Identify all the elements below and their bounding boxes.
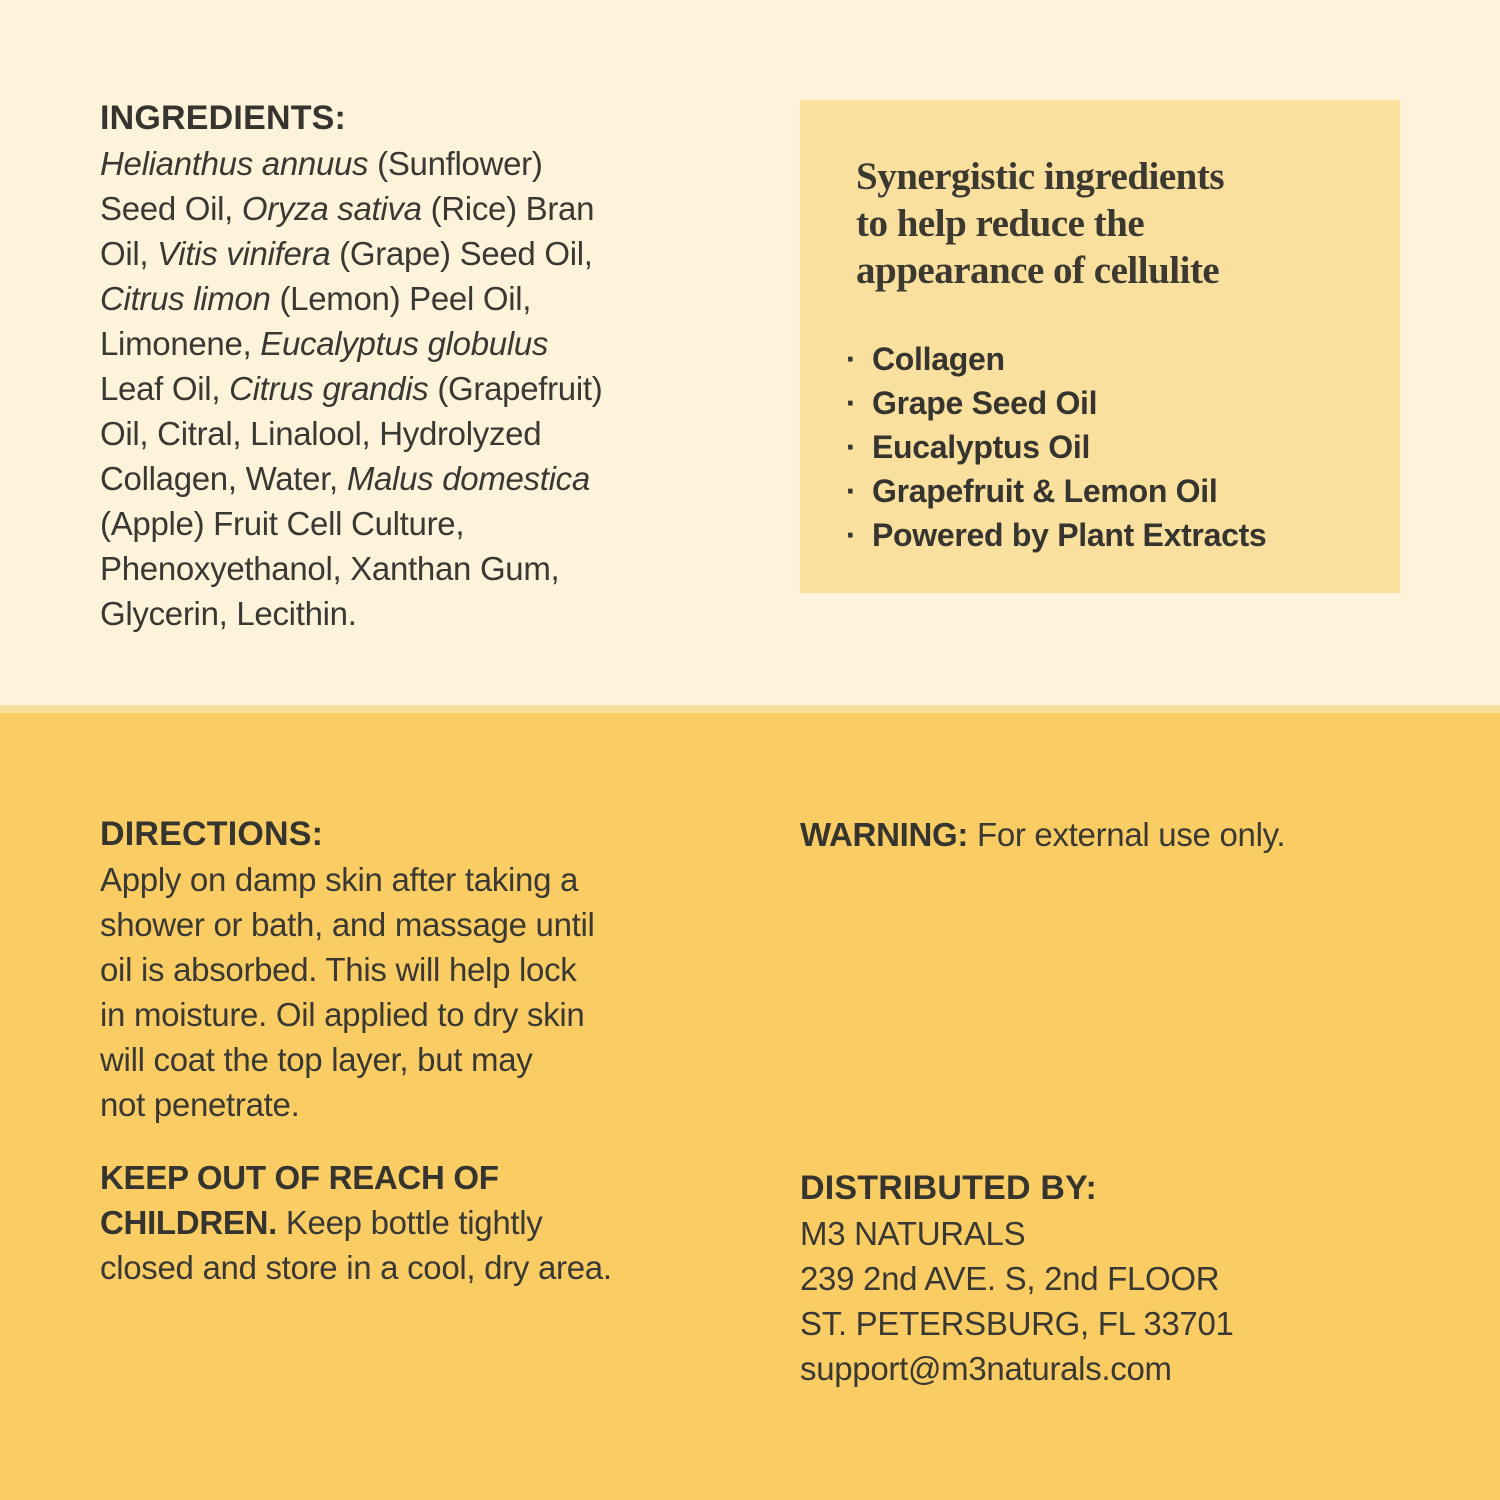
divider-strip [0,705,1500,713]
text-segment: Citrus grandis [229,370,429,407]
synergy-item-label: Grape Seed Oil [872,385,1098,421]
text-line [856,247,1370,294]
synergy-list-item [845,513,1370,557]
text-segment: CHILDREN. [100,1204,277,1241]
text-line [800,1256,1460,1301]
text-line [100,947,760,992]
text-line [800,1301,1460,1346]
text-line [100,231,740,276]
synergy-list-item [845,337,1370,381]
text-line [100,1245,780,1290]
text-line [100,1200,780,1245]
text-segment: (Rice) Bran [421,190,595,227]
text-segment: M3 NATURALS [800,1215,1026,1252]
distributed-by-section [800,1166,1460,1391]
text-line [800,812,1460,857]
text-segment: will coat the top layer, but may [100,1041,533,1078]
text-segment: (Grape) Seed Oil, [330,235,593,272]
warning-section [800,812,1460,857]
text-line [100,501,740,546]
text-line [100,857,760,902]
text-line [100,1082,760,1127]
text-line [100,591,740,636]
text-segment: in moisture. Oil applied to dry skin [100,996,585,1033]
text-segment: Oil, [100,235,158,272]
text-segment: closed and store in a cool, dry area. [100,1249,612,1286]
bullet-icon: · [845,473,857,509]
text-segment: KEEP OUT OF REACH OF [100,1159,499,1196]
text-segment: (Apple) Fruit Cell Culture, [100,505,465,542]
synergy-heading [856,153,1370,294]
text-line [800,1346,1460,1391]
synergy-list-item [845,425,1370,469]
text-segment: oil is absorbed. This will help lock [100,951,577,988]
text-line [856,200,1370,247]
distributed-by-text [800,1211,1460,1391]
text-segment: Phenoxyethanol, Xanthan Gum, [100,550,560,587]
synergy-item-label: Grapefruit & Lemon Oil [872,473,1218,509]
keep-out-of-reach-section [100,1155,780,1290]
directions-text [100,857,760,1127]
text-line [100,186,740,231]
text-segment: Leaf Oil, [100,370,230,407]
text-segment: Citrus limon [100,280,271,317]
bullet-icon: · [845,517,857,553]
text-line [100,992,760,1037]
synergy-item-label: Eucalyptus Oil [872,429,1091,465]
text-line [100,546,740,591]
synergy-item-label: Powered by Plant Extracts [872,517,1267,553]
text-segment: appearance of cellulite [856,249,1220,292]
text-segment: (Grapefruit) [428,370,603,407]
text-segment: (Lemon) Peel Oil, [270,280,532,317]
text-segment: Collagen, Water, [100,460,347,497]
text-line [100,411,740,456]
text-line [100,321,740,366]
synergy-list-item [845,469,1370,513]
synergy-item-label: Collagen [872,341,1005,377]
synergy-list [845,337,1370,557]
text-line [100,1037,760,1082]
text-line [800,1211,1460,1256]
text-segment: shower or bath, and massage until [100,906,595,943]
text-segment: Synergistic ingredients [856,155,1225,198]
text-segment: Oil, Citral, Linalool, Hydrolyzed [100,415,542,452]
text-line [856,153,1370,200]
text-line [100,366,740,411]
text-segment: ST. PETERSBURG, FL 33701 [800,1305,1234,1342]
bullet-icon: · [845,429,857,465]
text-line [100,902,760,947]
directions-heading: DIRECTIONS: [100,815,324,853]
bullet-icon: · [845,385,857,421]
text-segment: not penetrate. [100,1086,300,1123]
text-segment: Vitis vinifera [157,235,331,272]
ingredients-text [100,141,740,636]
text-segment: Limonene, [100,325,261,362]
text-segment: Malus domestica [346,460,590,497]
text-segment: 239 2nd AVE. S, 2nd FLOOR [800,1260,1220,1297]
text-segment: Oryza sativa [241,190,422,227]
distributed-by-heading: DISTRIBUTED BY: [800,1169,1098,1207]
ingredients-section [100,96,740,636]
text-line [100,1155,780,1200]
text-segment: For external use only. [968,816,1286,853]
keep-out-text [100,1155,780,1290]
text-segment: Keep bottle tightly [276,1204,543,1241]
text-segment: WARNING: [800,816,969,853]
text-segment: Eucalyptus globulus [260,325,549,362]
warning-text [800,812,1460,857]
text-segment: to help reduce the [856,202,1145,245]
text-segment: support@m3naturals.com [800,1350,1172,1387]
text-segment: Seed Oil, [100,190,242,227]
text-segment: Glycerin, Lecithin. [100,595,357,632]
text-line [100,276,740,321]
ingredients-heading: INGREDIENTS: [100,99,347,137]
text-line [100,456,740,501]
text-line [100,141,740,186]
text-segment: Apply on damp skin after taking a [100,861,579,898]
synergy-list-item [845,381,1370,425]
text-segment: Helianthus annuus [100,145,369,182]
bullet-icon: · [845,341,857,377]
text-segment: (Sunflower) [368,145,543,182]
synergy-callout-box [800,100,1400,593]
directions-section [100,812,760,1127]
